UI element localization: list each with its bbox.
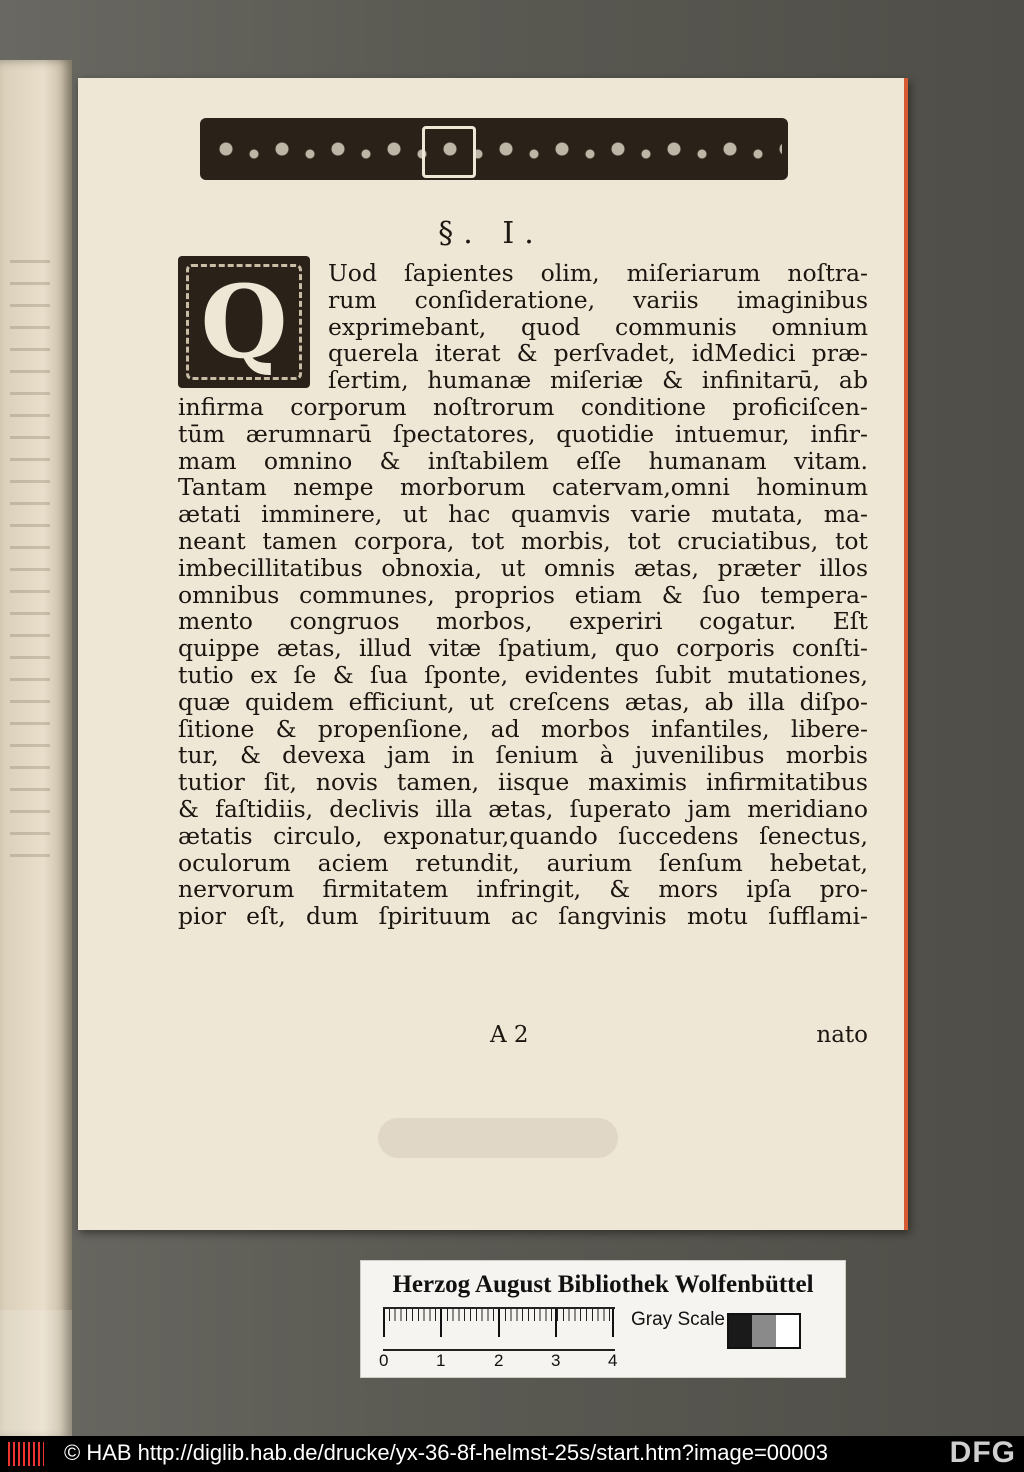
ruler-major-tick — [498, 1309, 500, 1337]
ruler-major-tick — [440, 1309, 442, 1337]
ruler-number: 1 — [436, 1351, 446, 1370]
book-page — [78, 78, 908, 1230]
text-line: querela iterat & perſvadet, idMedici præ- — [328, 340, 868, 368]
scale-ruler — [383, 1307, 615, 1351]
ruler-major-tick — [612, 1309, 614, 1337]
ruler-major-tick — [383, 1309, 385, 1337]
hourglass-icon — [422, 126, 476, 178]
gray-swatch-mid — [752, 1315, 775, 1347]
text-line: tutior ſit, novis tamen, iisque maximis infirmitatibus — [178, 769, 868, 796]
gray-swatch-white — [776, 1315, 799, 1347]
library-name: Herzog August Bibliothek Wolfenbüttel — [392, 1271, 814, 1298]
ruler-number: 0 — [379, 1351, 389, 1370]
left-facing-page — [0, 60, 72, 1440]
signature-mark: A 2 — [490, 1022, 529, 1048]
text-line: mam omnino & inſtabilem eſſe humanam vitam. — [178, 447, 868, 475]
ruler-number: 4 — [608, 1351, 618, 1370]
text-line: ſitione & propenſione, ad morbos infantiles, libere- — [178, 715, 868, 743]
text-line: Tantam nempe morborum catervam,omni hominum — [178, 474, 868, 502]
initial-letter: Q — [200, 263, 288, 381]
text-line: oculorum aciem retundit, aurium ſenſum hebetat, — [178, 849, 868, 877]
copyright-url[interactable]: © HAB http://diglib.hab.de/drucke/yx-36-8f-helmst-25s/start.htm?image=00003 — [64, 1440, 828, 1465]
text-line: Uod ſapientes olim, miſeriarum noſtra- — [328, 260, 868, 287]
ruler-major-tick — [555, 1309, 557, 1337]
text-line: exprimebant, quod communis omnium — [328, 313, 868, 341]
page-footer — [178, 1022, 868, 1052]
gray-swatch-dark — [729, 1315, 752, 1347]
ruler-number: 3 — [551, 1351, 561, 1370]
body-text — [178, 260, 868, 930]
gray-scale-label: Gray Scale — [631, 1309, 725, 1330]
show-through-bleed — [378, 1118, 618, 1158]
text-line: tur, & devexa jam in ſenium à juvenilibus morbis — [178, 742, 868, 770]
text-line: tutio ex ſe & ſua ſponte, evidentes ſubit mutationes, — [178, 661, 868, 689]
gray-scale-swatch — [727, 1313, 801, 1349]
text-line: tūm ærumnarū ſpectatores, quotidie intuemur, infir- — [178, 420, 868, 448]
text-line: ætati imminere, ut hac quamvis varie mutata, ma- — [178, 501, 868, 528]
ruler-number: 2 — [494, 1351, 504, 1370]
text-line: nervorum firmitatem infringit, & mors ipſa pro- — [178, 876, 868, 904]
viewer-footer-bar — [0, 1436, 1024, 1472]
text-line: infirma corporum noſtrorum conditione proficiſcen- — [178, 393, 868, 421]
dfg-logo: DFG — [949, 1436, 1016, 1469]
text-line: & faſtidiis, declivis illa ætas, ſuperato jam meridiano — [178, 795, 868, 823]
catchword: nato — [816, 1022, 868, 1048]
text-line: quæ quidem efficiunt, ut creſcens ætas, ab illa diſpo- — [178, 688, 868, 716]
headpiece-ornament — [200, 118, 788, 180]
ornament-foliage — [206, 124, 782, 174]
section-heading: §. I. — [438, 216, 544, 251]
glassine-sheet — [0, 1310, 72, 1450]
text-line: imbecillitatibus obnoxia, ut omnis ætas, præter illos — [178, 554, 868, 582]
text-line: quippe ætas, illud vitæ ſpatium, quo corporis conſti- — [178, 635, 868, 662]
text-line: pior eſt, dum ſpirituum ac ſangvinis motu ſufflami- — [178, 903, 868, 930]
text-line: ætatis circulo, exponatur,quando ſuccedens ſenectus, — [178, 822, 868, 850]
library-color-card — [360, 1260, 846, 1378]
left-page-text-edge — [10, 260, 50, 860]
text-line: neant tamen corpora, tot morbis, tot cruciatibus, tot — [178, 527, 868, 555]
text-line: rum conſideratione, variis imaginibus — [328, 286, 868, 314]
text-line: mento congruos morbos, experiri cogatur. Eſt — [178, 608, 868, 636]
text-line: omnibus communes, proprios etiam & ſuo tempera- — [178, 581, 868, 609]
barcode-icon — [8, 1442, 44, 1466]
text-line: ſertim, humanæ miſeriæ & infinitarū, ab — [328, 367, 868, 394]
